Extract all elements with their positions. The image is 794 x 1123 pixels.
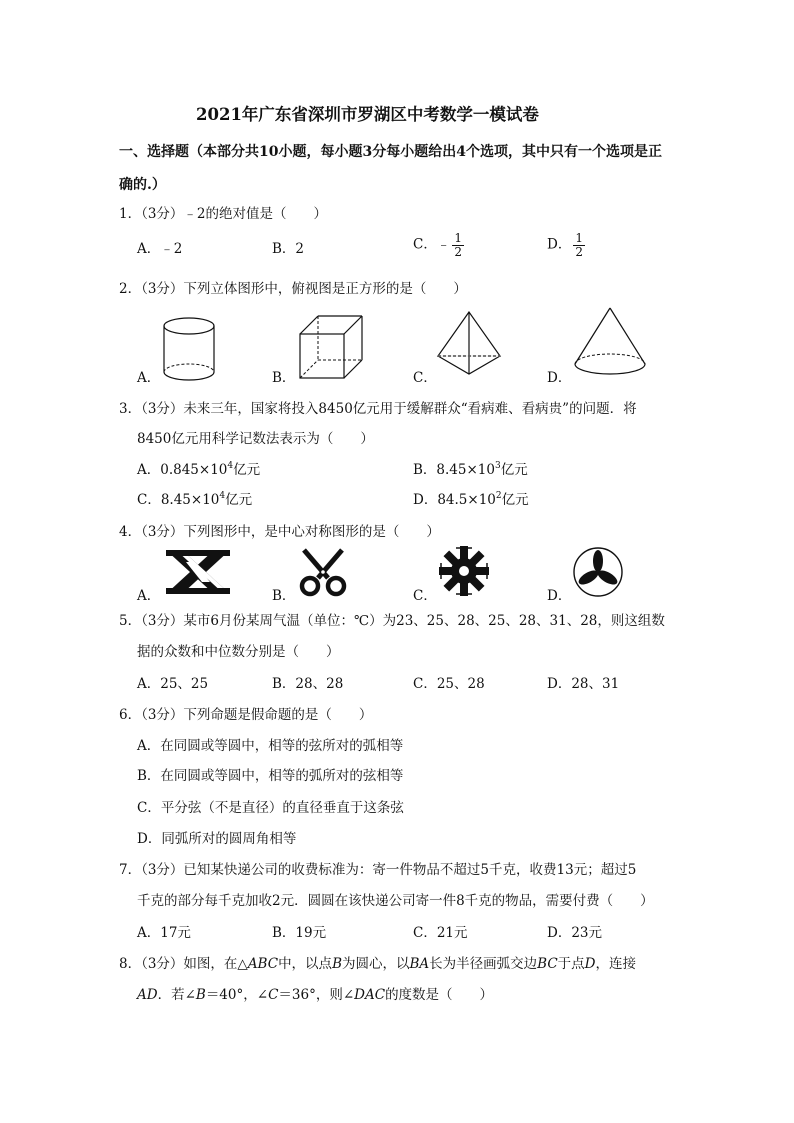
q1-option-d-fraction xyxy=(573,232,585,258)
q3-stem-line2: 8450亿元用科学记数法表示为（ ） xyxy=(137,431,374,447)
q1-option-c xyxy=(413,232,464,258)
q1-stem: 1．（3分）﹣2的绝对值是（ ） xyxy=(119,206,328,222)
q7-option-a: A．17元 xyxy=(137,925,191,941)
q4-option-c: C． xyxy=(413,588,437,604)
q3-a-exponent: 4 xyxy=(227,461,234,471)
text: ，连接 xyxy=(595,956,636,972)
q3-c-base: C．8.45×10 xyxy=(137,492,220,508)
q3-b-exponent: 3 xyxy=(494,461,501,471)
q5-option-d: D．28、31 xyxy=(547,676,620,692)
q3-option-c xyxy=(137,491,253,508)
q3-b-unit: 亿元 xyxy=(500,462,528,478)
q1-option-d-label: D． xyxy=(547,236,572,253)
trefoil-circle-icon xyxy=(572,546,624,598)
q3-stem-line1: 3．（3分）未来三年，国家将投入8450亿元用于缓解群众“看病难、看病贵”的问题．将 xyxy=(119,401,637,417)
page-title: 2021年广东省深圳市罗湖区中考数学一模试卷 xyxy=(196,105,539,124)
q6-option-b: B．在同圆或等圆中，相等的弧所对的弦相等 xyxy=(137,768,404,784)
q1-option-a: A．﹣2 xyxy=(137,241,183,257)
fraction-numerator: 1 xyxy=(575,231,583,245)
q3-d-exponent: 2 xyxy=(495,491,502,501)
q4-option-a: A． xyxy=(137,588,161,604)
math-var: BA xyxy=(409,956,430,972)
math-var: AD xyxy=(137,987,158,1003)
q6-stem: 6．（3分）下列命题是假命题的是（ ） xyxy=(119,707,373,723)
q3-b-base: B．8.45×10 xyxy=(413,462,495,478)
double-pyramid-icon xyxy=(436,310,502,376)
q6-option-c: C．平分弦（不是直径）的直径垂直于这条弦 xyxy=(137,800,404,816)
q8-stem-line2 xyxy=(137,989,493,1003)
q1-option-c-label: C．﹣ xyxy=(413,236,451,253)
scissors-icon xyxy=(298,548,348,598)
q7-option-d: D．23元 xyxy=(547,925,603,941)
q2-option-c: C． xyxy=(413,370,437,386)
q7-stem-line1: 7．（3分）已知某快递公司的收费标准为：寄一件物品不超过5千克，收费13元；超过5 xyxy=(119,862,637,878)
q2-option-a: A． xyxy=(137,370,161,386)
q4-option-d: D． xyxy=(547,588,572,604)
text: ．若∠ xyxy=(157,987,196,1003)
section-heading-line2: 确的.） xyxy=(119,177,166,193)
math-var: ABC xyxy=(247,956,279,972)
q2-option-d: D． xyxy=(547,370,572,386)
math-var: BC xyxy=(537,956,558,972)
q5-stem-line2: 据的众数和中位数分别是（ ） xyxy=(137,644,340,660)
q5-option-a: A．25、25 xyxy=(137,676,209,692)
q1-option-c-fraction xyxy=(452,232,464,258)
text: ＝36°，则∠ xyxy=(278,987,355,1003)
q6-option-d: D．同弧所对的圆周角相等 xyxy=(137,831,297,847)
q2-stem: 2．（3分）下列立体图形中，俯视图是正方形的是（ ） xyxy=(119,281,467,297)
fraction-numerator: 1 xyxy=(454,231,462,245)
cone-icon xyxy=(573,306,647,378)
q3-a-unit: 亿元 xyxy=(233,462,261,478)
q6-option-a: A．在同圆或等圆中，相等的弦所对的弧相等 xyxy=(137,738,404,754)
q5-option-b: B．28、28 xyxy=(272,676,344,692)
math-var: DAC xyxy=(354,987,386,1003)
text: 中，以点 xyxy=(278,956,333,972)
q3-option-d xyxy=(413,491,529,508)
q7-option-c: C．21元 xyxy=(413,925,468,941)
cylinder-icon xyxy=(160,316,218,384)
math-var: D xyxy=(584,956,596,972)
q3-option-b xyxy=(413,461,528,478)
fraction-denominator: 2 xyxy=(575,244,583,259)
q4-option-b: B． xyxy=(272,588,296,604)
q1-option-b: B．2 xyxy=(272,241,305,257)
fraction-denominator: 2 xyxy=(454,244,462,259)
q7-stem-line2: 千克的部分每千克加收2元．圆圆在该快递公司寄一件8千克的物品，需要付费（ ） xyxy=(137,893,654,909)
q3-c-unit: 亿元 xyxy=(225,492,253,508)
math-var: B xyxy=(195,987,206,1003)
text: 8．（3分）如图，在△ xyxy=(119,956,248,972)
text: 的度数是（ ） xyxy=(385,987,494,1003)
math-var: C xyxy=(268,987,279,1003)
q4-stem: 4．（3分）下列图形中，是中心对称图形的是（ ） xyxy=(119,524,440,540)
text: 为圆心，以 xyxy=(341,956,410,972)
q3-d-unit: 亿元 xyxy=(501,492,529,508)
q8-stem-line1 xyxy=(119,958,636,972)
gear-flower-icon xyxy=(437,544,491,598)
q1-option-d xyxy=(547,232,585,258)
q2-option-b: B． xyxy=(272,370,296,386)
text: 于点 xyxy=(557,956,585,972)
q3-a-base: A．0.845×10 xyxy=(137,462,228,478)
double-x-logo-icon xyxy=(164,548,232,596)
text: ＝40°，∠ xyxy=(205,987,269,1003)
q3-c-exponent: 4 xyxy=(219,491,226,501)
math-var: B xyxy=(332,956,342,972)
cube-icon xyxy=(298,314,364,382)
q3-option-a xyxy=(137,461,261,478)
q7-option-b: B．19元 xyxy=(272,925,327,941)
q3-d-base: D．84.5×10 xyxy=(413,492,496,508)
text: 长为半径画弧交边 xyxy=(429,956,538,972)
q5-stem-line1: 5．（3分）某市6月份某周气温（单位：℃）为23、25、28、25、28、31、28，则这组数 xyxy=(119,613,665,629)
q5-option-c: C．25、28 xyxy=(413,676,485,692)
section-heading-line1: 一、选择题（本部分共10小题，每小题3分每小题给出4个选项，其中只有一个选项是正 xyxy=(119,144,662,160)
